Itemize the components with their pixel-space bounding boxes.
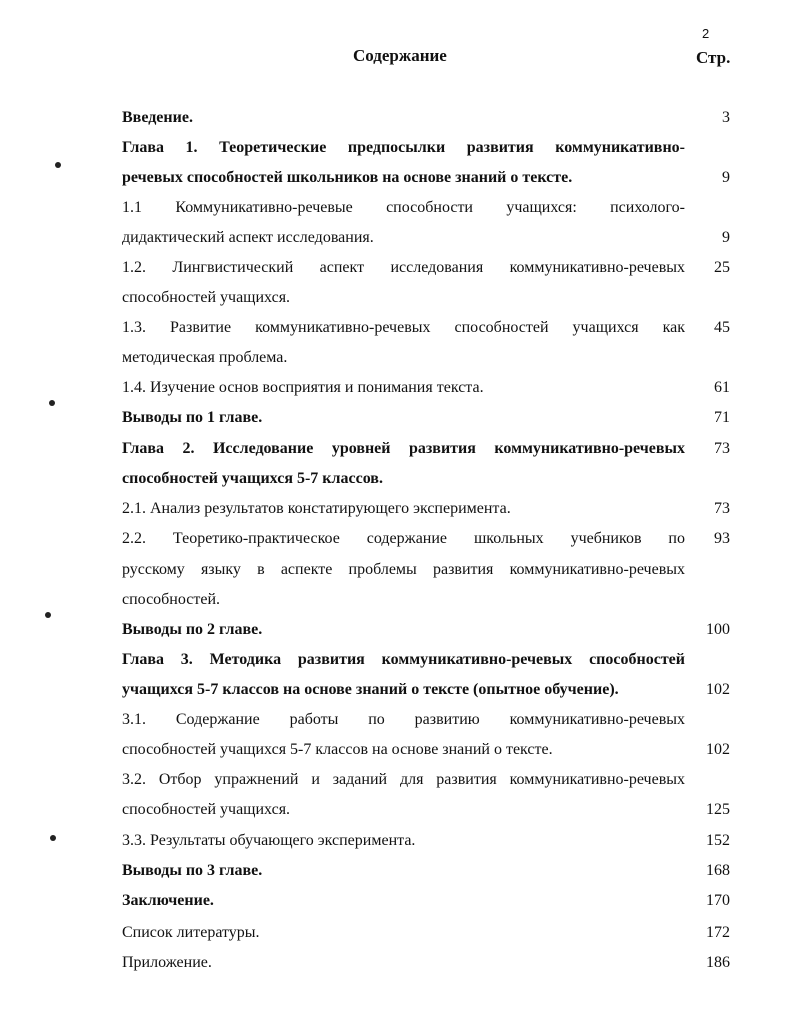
toc-literature-page: 172 — [706, 924, 730, 941]
toc-section-1-1-page: 9 — [722, 229, 730, 246]
toc-section-1-4-page: 61 — [714, 379, 730, 396]
toc-section-3-1-line2: способностей учащихся 5-7 классов на основе знаний о тексте. — [122, 741, 553, 758]
toc-section-1-2-line1: 1.2. Лингвистический аспект исследования коммуникативно-речевых — [122, 259, 685, 276]
toc-section-1-1-line2: дидактический аспект исследования. — [122, 229, 374, 246]
toc-conclusions-2: Выводы по 2 главе. — [122, 621, 263, 638]
scan-mark — [50, 835, 56, 841]
toc-conclusions-1: Выводы по 1 главе. — [122, 409, 263, 426]
toc-section-3-1-page: 102 — [706, 741, 730, 758]
toc-literature: Список литературы. — [122, 924, 260, 941]
toc-chapter2-line2: способностей учащихся 5-7 классов. — [122, 470, 383, 487]
toc-chapter1-line1: Глава 1. Теоретические предпосылки развития коммуникативно- — [122, 139, 685, 156]
toc-section-3-3: 3.3. Результаты обучающего эксперимента. — [122, 832, 416, 849]
toc-conclusions-2-page: 100 — [706, 621, 730, 638]
toc-section-3-3-page: 152 — [706, 832, 730, 849]
toc-section-2-1-page: 73 — [714, 500, 730, 517]
toc-conclusions-1-page: 71 — [714, 409, 730, 426]
toc-section-1-3-page: 45 — [714, 319, 730, 336]
toc-section-3-2-line2: способностей учащихся. — [122, 801, 291, 818]
toc-chapter3-line2: учащихся 5-7 классов на основе знаний о тексте (опытное обучение). — [122, 681, 619, 698]
toc-conclusions-3-page: 168 — [706, 862, 730, 879]
toc-intro: Введение. — [122, 109, 193, 126]
toc-appendix: Приложение. — [122, 954, 212, 971]
toc-section-1-3-line2: методическая проблема. — [122, 349, 288, 366]
page-number: 2 — [702, 26, 710, 41]
toc-chapter1-page: 9 — [722, 169, 730, 186]
scan-mark — [55, 162, 61, 168]
toc-appendix-page: 186 — [706, 954, 730, 971]
toc-intro-page: 3 — [722, 109, 730, 126]
toc-section-1-2-line2: способностей учащихся. — [122, 289, 291, 306]
toc-section-2-1: 2.1. Анализ результатов констатирующего эксперимента. — [122, 500, 511, 517]
toc-chapter2-line1: Глава 2. Исследование уровней развития коммуникативно-речевых — [122, 440, 685, 457]
toc-section-3-1-line1: 3.1. Содержание работы по развитию коммуникативно-речевых — [122, 711, 685, 728]
toc-conclusion: Заключение. — [122, 892, 214, 909]
toc-section-1-2-page: 25 — [714, 259, 730, 276]
toc-section-2-2-line3: способностей. — [122, 591, 221, 608]
toc-section-1-1-line1: 1.1 Коммуникативно-речевые способности учащихся: психолого- — [122, 199, 685, 216]
scan-mark — [45, 612, 51, 618]
toc-conclusions-3: Выводы по 3 главе. — [122, 862, 263, 879]
toc-section-1-3-line1: 1.3. Развитие коммуникативно-речевых способностей учащихся как — [122, 319, 685, 336]
toc-chapter3-page: 102 — [706, 681, 730, 698]
toc-chapter2-page: 73 — [714, 440, 730, 457]
toc-chapter1-line2: речевых способностей школьников на основе знаний о тексте. — [122, 169, 573, 186]
toc-section-2-2-line2: русскому языку в аспекте проблемы развития коммуникативно-речевых — [122, 561, 685, 578]
toc-conclusion-page: 170 — [706, 892, 730, 909]
pages-column-heading: Стр. — [696, 48, 731, 67]
toc-section-3-2-page: 125 — [706, 801, 730, 818]
page-title: Содержание — [353, 46, 447, 65]
toc-section-2-2-line1: 2.2. Теоретико-практическое содержание школьных учебников по — [122, 530, 685, 547]
scan-mark — [49, 400, 55, 406]
toc-chapter3-line1: Глава 3. Методика развития коммуникативно-речевых способностей — [122, 651, 685, 668]
toc-section-2-2-page: 93 — [714, 530, 730, 547]
toc-section-3-2-line1: 3.2. Отбор упражнений и заданий для развития коммуникативно-речевых — [122, 771, 685, 788]
toc-section-1-4: 1.4. Изучение основ восприятия и понимания текста. — [122, 379, 484, 396]
